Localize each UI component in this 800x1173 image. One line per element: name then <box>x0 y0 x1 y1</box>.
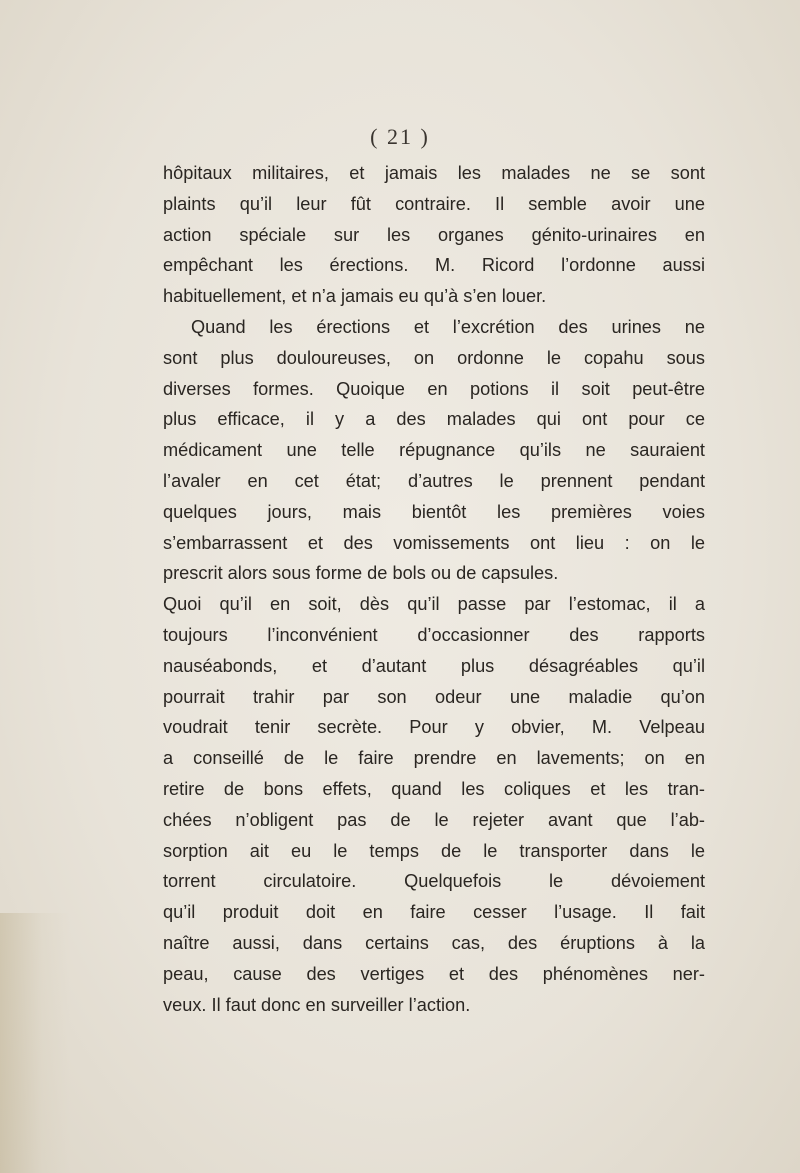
text-line: torrent circulatoire. Quelquefois le dévoiement <box>163 871 705 892</box>
text-line: nauséabonds, et d’autant plus désagréables qu’il <box>163 655 705 676</box>
text-line: action spéciale sur les organes génito-urinaires en <box>163 224 705 245</box>
text-line: médicament une telle répugnance qu’ils ne sauraient <box>163 440 705 461</box>
text-line: s’embarrassent et des vomissements ont lieu : on le <box>163 532 705 553</box>
text-line: a conseillé de le faire prendre en lavements; on en <box>163 748 705 769</box>
text-line: veux. Il faut donc en surveiller l’action. <box>163 994 471 1015</box>
text-line: hôpitaux militaires, et jamais les malades ne se sont <box>163 163 705 183</box>
text-line: diverses formes. Quoique en potions il soit peut-être <box>163 378 705 399</box>
text-line: quelques jours, mais bientôt les premières voies <box>163 501 705 522</box>
text-line: retire de bons effets, quand les coliques et les tran- <box>163 778 705 799</box>
text-line: chées n’obligent pas de le rejeter avant que l’ab- <box>163 809 705 830</box>
text-line: peau, cause des vertiges et des phénomènes ner- <box>163 963 705 984</box>
text-line: toujours l’inconvénient d’occasionner des rapports <box>163 624 705 645</box>
text-line: qu’il produit doit en faire cesser l’usage. Il fait <box>163 902 705 923</box>
page-number: ( 21 ) <box>370 124 430 149</box>
paper-stain <box>0 913 70 1173</box>
text-line: Quand les érections et l’excrétion des urines ne <box>191 316 705 337</box>
body-text <box>163 158 705 1020</box>
text-line: pourrait trahir par son odeur une maladie qu’on <box>163 686 705 707</box>
text-line: l’avaler en cet état; d’autres le prennent pendant <box>163 470 705 491</box>
text-line: sorption ait eu le temps de le transporter dans le <box>163 840 705 861</box>
text-line: naître aussi, dans certains cas, des éruptions à la <box>163 932 705 953</box>
text-line: plaints qu’il leur fût contraire. Il semble avoir une <box>163 193 705 214</box>
text-line: voudrait tenir secrète. Pour y obvier, M. Velpeau <box>163 717 705 738</box>
text-line: plus efficace, il y a des malades qui ont pour ce <box>163 409 705 430</box>
text-line: prescrit alors sous forme de bols ou de capsules. <box>163 563 559 584</box>
text-line: Quoi qu’il en soit, dès qu’il passe par l’estomac, il a <box>163 594 705 615</box>
text-line: sont plus douloureuses, on ordonne le copahu sous <box>163 347 705 368</box>
text-line: habituellement, et n’a jamais eu qu’à s’en louer. <box>163 286 547 307</box>
text-line: empêchant les érections. M. Ricord l’ordonne aussi <box>163 255 705 276</box>
